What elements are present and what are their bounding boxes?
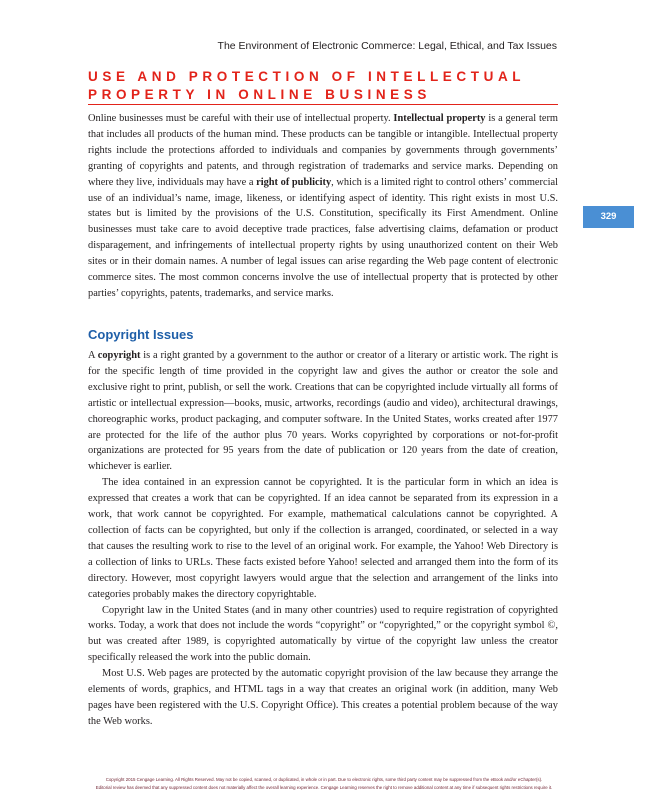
- term-copyright: copyright: [97, 350, 141, 361]
- copyright-issues-heading: Copyright Issues: [88, 327, 194, 342]
- copyright-paragraph-2: The idea contained in an expression cannot be copyrighted. It is the particular form in which an idea is expressed that creates a work that can be copyrighted. If an idea cannot be separated from its expression in a work, that work cannot be copyrighted. For example, mathematical calculations cannot be copyrighted. A collection of facts can be copyrighted, but only if the collection is arranged, coordinated, or selected in a way that causes the resulting work to rise to the level of an original work. For example, the Yahoo! Web Directory is a collection of links to URLs. These facts existed before Yahoo! selected and arranged them into the form of its directory. However, most copyright lawyers would argue that the selection and arrangement of the links into categories probably makes the directory copyrightable.: [88, 477, 558, 600]
- copyright-footer: [36, 776, 612, 792]
- intro-text-1: Online businesses must be careful with their use of intellectual property.: [88, 113, 394, 124]
- section-title: USE AND PROTECTION OF INTELLECTUAL PROPERTY IN ONLINE BUSINESS: [88, 69, 525, 102]
- footer-line-2: Editorial review has deemed that any suppressed content does not materially affect the overall learning experience. Cengage Learning reserves the right to remove additional content at any time if subsequent rights restrictions require it.: [95, 785, 553, 790]
- p1-text-2: is a right granted by a government to the author or creator of a literary or artistic work. The right is for the specific length of time provided in the copyright law and gives the author or creator the sole and exclusive right to print, publish, or sell the work. Creations that can be copyrighted include virtually all forms of artistic or intellectual expression—books, music, artworks, recordings (audio and video), architectural drawings, choreographic works, product packaging, and computer software. In the United States, works created after 1977 are protected for the life of the author plus 70 years. Works copyrighted by corporations or not-for-profit organizations are protected for 95 years from the date of publication or 120 years from the date of creation, whichever is earlier.: [88, 350, 558, 473]
- p1-text-1: A: [88, 350, 98, 361]
- intro-text-3: , which is a limited right to control others’ commercial use of an individual’s name, image, likeness, or identifying aspect of identity. This right exists in most U.S. states but is limited by the provisions of the U.S. Constitution, specifically its First Amendment. Online businesses must take care to avoid deceptive trade practices, false advertising claims, defamation or product disparagement, and infringements of intellectual property rights by using unauthorized content on their Web sites or in their domain names. A number of legal issues can arise regarding the Web page content of electronic commerce sites. The most common concerns involve the use of intellectual property that is protected by other parties’ copyrights, patents, trademarks, and service marks.: [88, 176, 558, 299]
- copyright-paragraph-3: Copyright law in the United States (and in many other countries) used to require registration of copyrighted works. Today, a work that does not include the words “copyright” or “copyrighted,” or the copyright symbol ©, but was created after 1989, is copyrighted automatically by virtue of the copyright law unless the creator specifically released the work into the public domain.: [88, 604, 558, 664]
- copyright-paragraph-4: Most U.S. Web pages are protected by the automatic copyright provision of the law because they arrange the elements of words, graphics, and HTML tags in a way that creates an original work (in addition, many Web pages have been registered with the U.S. Copyright Office). This creates a potential problem because of the way the Web works.: [88, 668, 558, 727]
- running-head: The Environment of Electronic Commerce: Legal, Ethical, and Tax Issues: [217, 40, 557, 52]
- copyright-body: [88, 348, 558, 730]
- page-number-tab: 329: [583, 206, 634, 228]
- term-right-of-publicity: right of publicity: [256, 176, 332, 188]
- term-intellectual-property: Intellectual property: [393, 113, 486, 124]
- intro-paragraph: [88, 111, 558, 302]
- title-rule: [88, 104, 558, 105]
- copyright-paragraph-1: [88, 348, 558, 475]
- intro-text-2: is a general term that includes all products of the human mind. These products can be tangible or intangible. Intellectual property rights include the protections afforded to individuals and companies by governments through governments’ granting of copyrights and patents, and through registration of trademarks and service marks. Depending on where they live, individuals may have a: [88, 113, 558, 188]
- footer-line-1: Copyright 2015 Cengage Learning. All Rights Reserved. May not be copied, scanned, or duplicated, in whole or in part. Due to electronic rights, some third party content may be suppressed from the eBook and/or eChapter(s).: [105, 777, 543, 782]
